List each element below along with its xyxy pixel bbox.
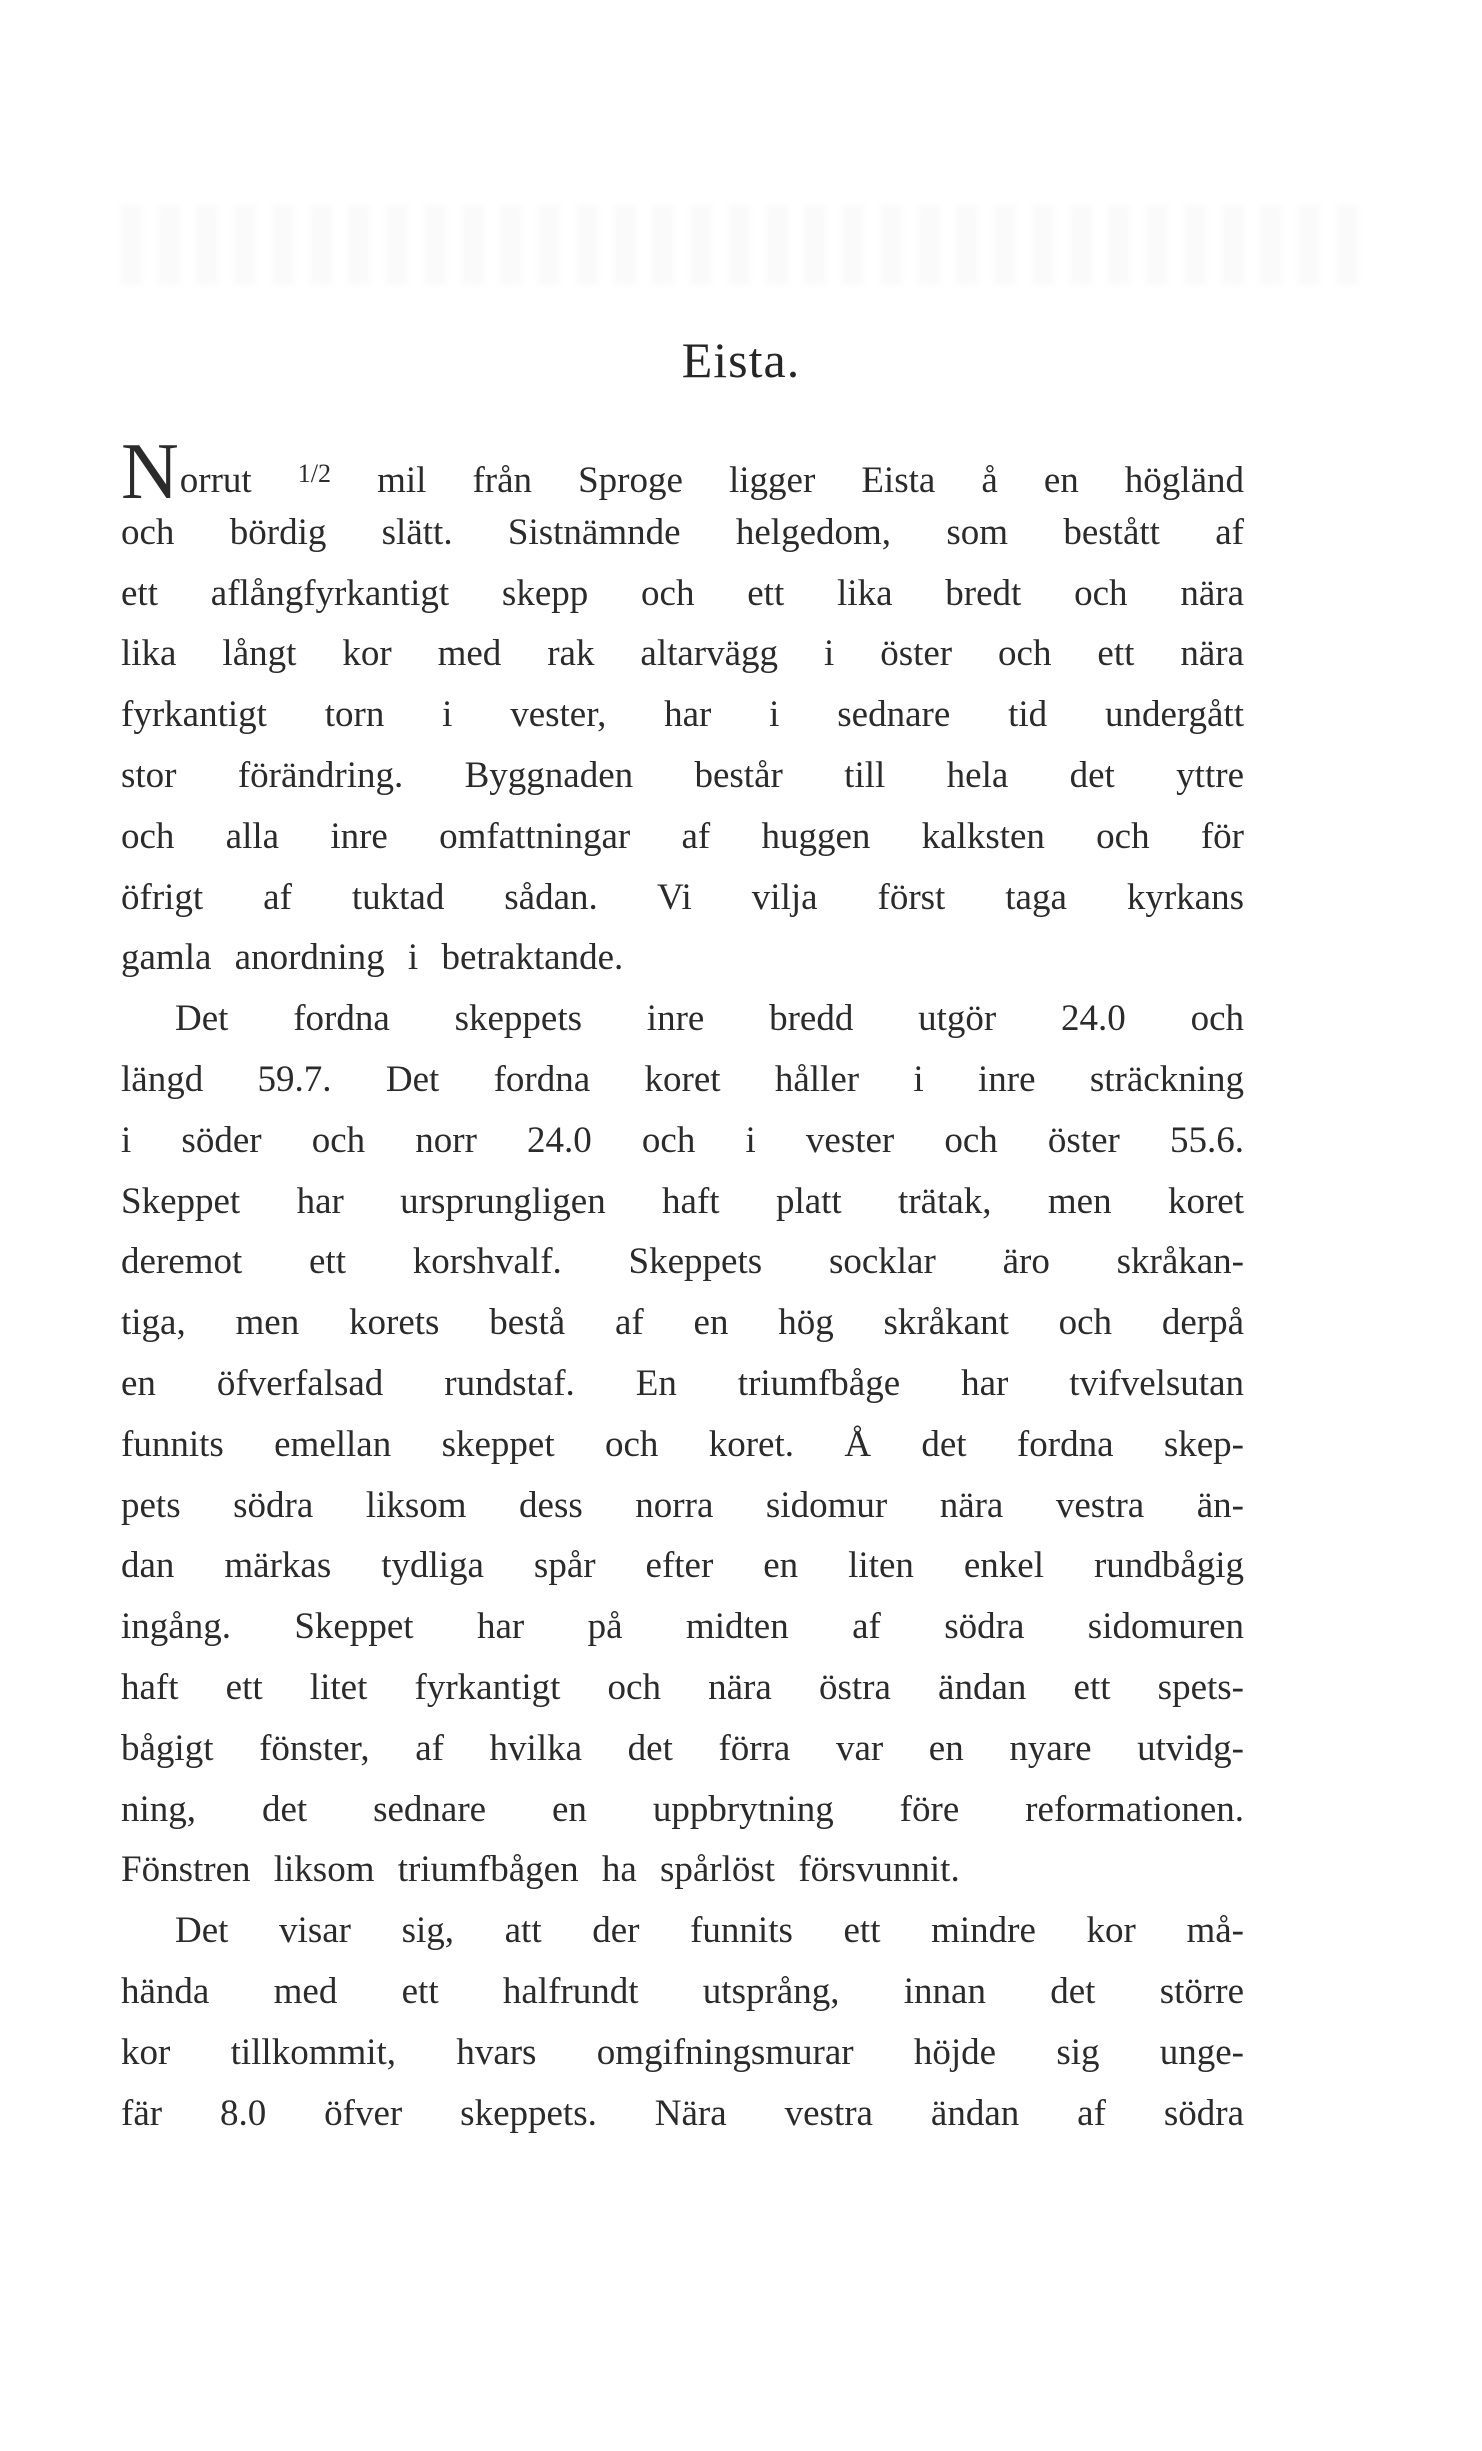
text-line: bågigt fönster, af hvilka det förra var en nyare utvidg- <box>121 1727 1244 1769</box>
text-line: Fönstren liksom triumfbågen ha spårlöst försvunnit. <box>121 1849 960 1891</box>
text-line: funnits emellan skeppet och koret. Å det fordna skep- <box>121 1423 1244 1465</box>
text-line: ning, det sednare en uppbrytning före reformationen. <box>121 1788 1244 1830</box>
text-line-first <box>121 428 1245 516</box>
text-line: ett aflångfyrkantigt skepp och ett lika bredt och nära <box>121 572 1244 614</box>
text-line: Det fordna skeppets inre bredd utgör 24.0 och <box>175 998 1244 1040</box>
body-text <box>121 428 1245 2144</box>
text-line: i söder och norr 24.0 och i vester och öster 55.6. <box>121 1119 1244 1161</box>
text-line: och bördig slätt. Sistnämnde helgedom, som bestått af <box>121 511 1244 553</box>
text-line: fyrkantigt torn i vester, har i sednare tid undergått <box>121 694 1244 736</box>
text-line: pets södra liksom dess norra sidomur nära vestra än- <box>121 1484 1244 1526</box>
text-line: deremot ett korshvalf. Skeppets socklar äro skråkan- <box>121 1241 1244 1283</box>
text-line: ingång. Skeppet har på midten af södra sidomuren <box>121 1606 1244 1648</box>
page-title: Eista. <box>681 332 801 388</box>
text-line: stor förändring. Byggnaden består till hela det yttre <box>121 754 1244 796</box>
text-line: öfrigt af tuktad sådan. Vi vilja först taga kyrkans <box>121 876 1244 918</box>
text-line: gamla anordning i betraktande. <box>121 937 624 979</box>
text-line: och alla inre omfattningar af huggen kalksten och för <box>121 815 1244 857</box>
fraction: 1/2 <box>297 459 332 488</box>
text-line: Det visar sig, att der funnits ett mindre kor må- <box>175 1910 1244 1952</box>
first-line-text: mil från Sproge ligger Eista å en högländ <box>377 460 1245 501</box>
text-line: längd 59.7. Det fordna koret håller i inre sträckning <box>121 1058 1244 1100</box>
first-word: orrut <box>179 460 252 501</box>
text-line: Skeppet har ursprungligen haft platt trätak, men koret <box>121 1180 1244 1222</box>
text-line: haft ett litet fyrkantigt och nära östra ändan ett spets- <box>121 1666 1244 1708</box>
text-line: lika långt kor med rak altarvägg i öster och ett nära <box>121 633 1244 675</box>
text-line: fär 8.0 öfver skeppets. Nära vestra ändan af södra <box>121 2092 1244 2134</box>
bleed-through-shadow <box>120 205 1370 285</box>
text-line: en öfverfalsad rundstaf. En triumfbåge har tvifvelsutan <box>121 1362 1244 1404</box>
text-line: dan märkas tydliga spår efter en liten enkel rundbågig <box>121 1545 1244 1587</box>
text-line: kor tillkommit, hvars omgifningsmurar höjde sig unge- <box>121 2031 1244 2073</box>
drop-cap: N <box>121 428 179 516</box>
text-line: hända med ett halfrundt utsprång, innan det större <box>121 1970 1244 2012</box>
text-line: tiga, men korets bestå af en hög skråkant och derpå <box>121 1302 1244 1344</box>
